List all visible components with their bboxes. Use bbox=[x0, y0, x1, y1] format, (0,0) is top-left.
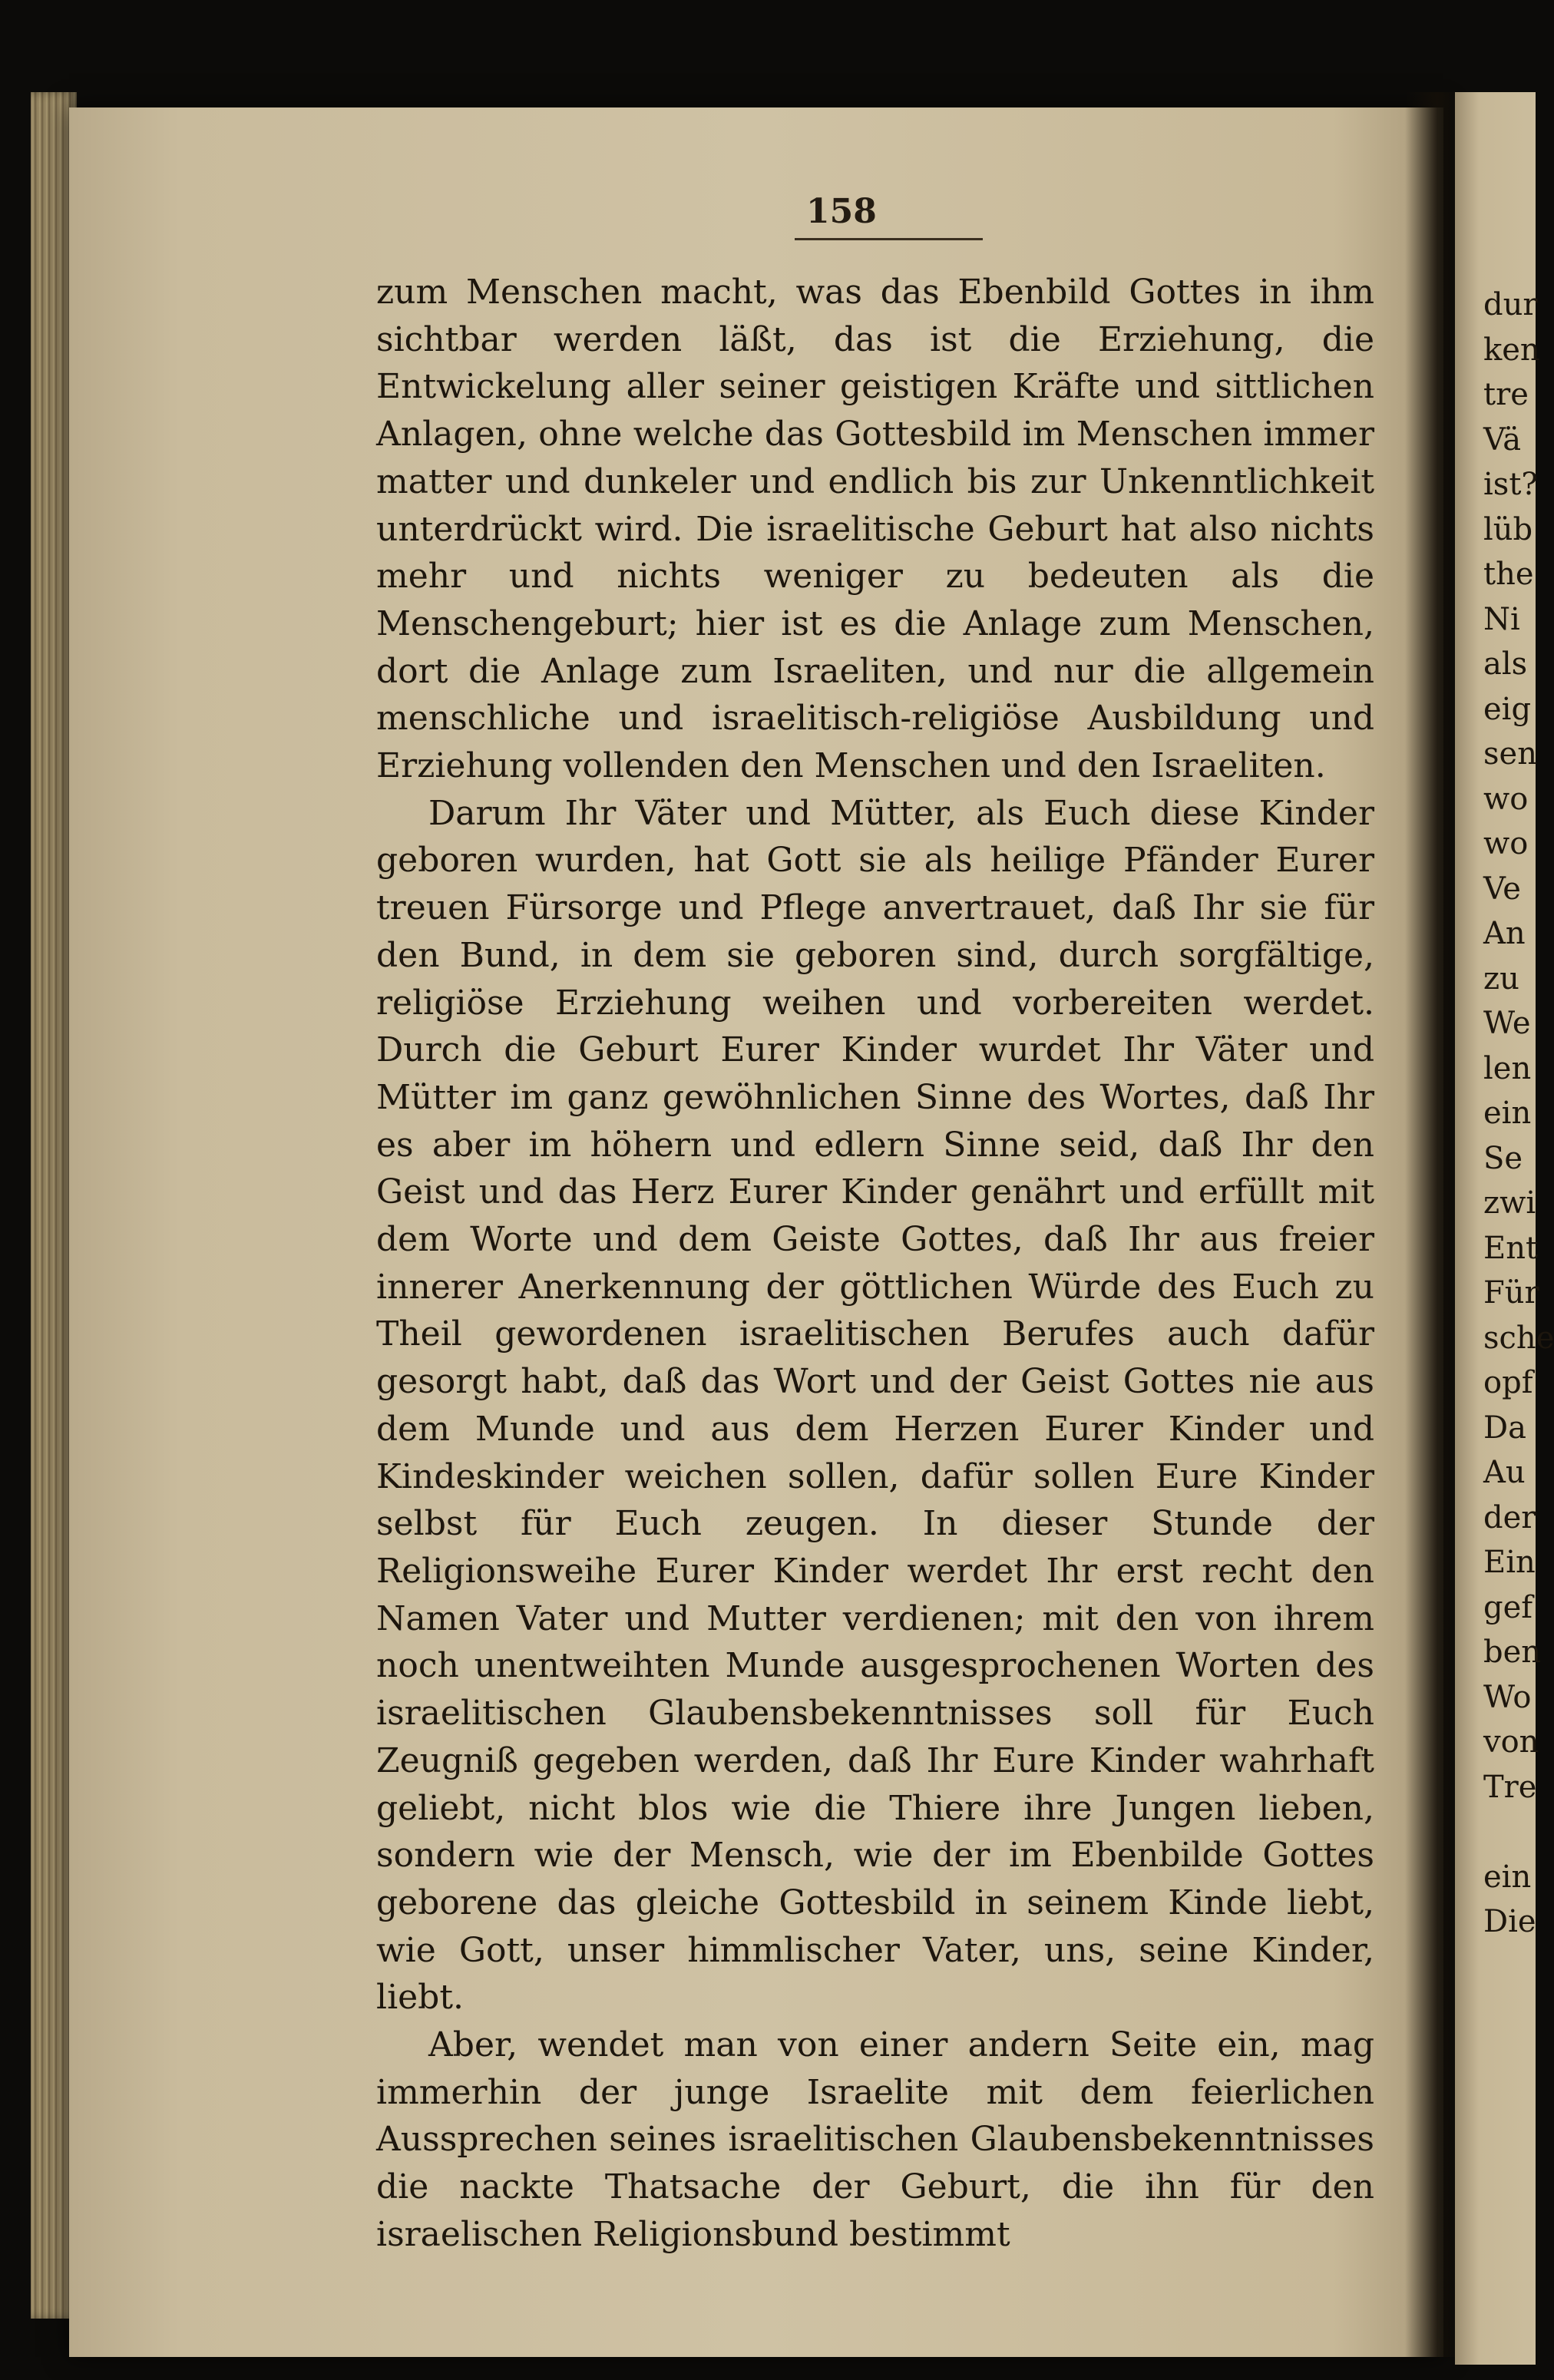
book-gutter bbox=[1405, 92, 1459, 2357]
fragment-line: the bbox=[1483, 557, 1534, 592]
fragment-line: Ni bbox=[1483, 601, 1520, 637]
fragment-line: ein bbox=[1483, 1859, 1532, 1895]
fragment-line bbox=[1483, 1810, 1537, 1855]
fragment-line: Die bbox=[1483, 1904, 1536, 1939]
fragment-line: Au bbox=[1483, 1455, 1526, 1490]
fragment-line: Ein bbox=[1483, 1545, 1536, 1580]
fragment-line: Da bbox=[1483, 1410, 1526, 1446]
fragment-line: von bbox=[1483, 1724, 1539, 1760]
page-number-rule bbox=[795, 238, 983, 240]
fragment-line: dur bbox=[1483, 287, 1538, 322]
fragment-line: lüb bbox=[1483, 511, 1533, 547]
fragment-line: sen bbox=[1483, 736, 1537, 772]
fragment-line: gef bbox=[1483, 1589, 1533, 1625]
right-page-text-fragments bbox=[1483, 283, 1554, 1945]
fragment-line: ein bbox=[1483, 1096, 1532, 1131]
fragment-line: zwi bbox=[1483, 1185, 1536, 1221]
fragment-line: ben bbox=[1483, 1635, 1542, 1670]
paragraph: Darum Ihr Väter und Mütter, als Euch diese Kinder geboren wurden, hat Gott sie als heilige Pfänder Eurer treuen Fürsorge und Pflege anvertrauet, daß Ihr sie für den Bund, in dem sie geboren sind, durch sorgfältige, religiöse Erziehung weihen und vorbereiten werdet. Durch die Geburt Eurer Kinder wurdet Ihr Väter und Mütter im ganz gewöhnlichen Sinne des Wortes, daß Ihr es aber im höhern und edlern Sinne seid, daß Ihr den Geist und das Herz Eurer Kinder genährt und erfüllt mit dem Worte und dem Geiste Gottes, daß Ihr aus freier innerer Anerkennung der göttlichen Würde des Euch zu Theil gewordenen israelitischen Berufes auch dafür gesorgt habt, daß das Wort und der Geist Gottes nie aus dem Munde und aus dem Herzen Eurer Kinder und Kindeskinder weichen sollen, dafür sollen Eure Kinder selbst für Euch zeugen. In dieser Stunde der Religionsweihe Eurer Kinder werdet Ihr erst recht den Namen Vater und Mutter verdienen; mit den von ihrem noch unentweihten Munde ausgesprochenen Worten des israelitischen Glaubensbekenntnisses soll für Euch Zeugniß gegeben werden, daß Ihr Eure Kinder wahrhaft geliebt, nicht blos wie die Thiere ihre Jungen lieben, sondern wie der Mensch, wie der im Ebenbilde Gottes geborene das gleiche Gottesbild in seinem Kinde liebt, wie Gott, unser himmlischer Vater, uns, seine Kinder, liebt. bbox=[376, 793, 1374, 2018]
fragment-line: wo bbox=[1483, 781, 1529, 817]
fragment-line: opf bbox=[1483, 1365, 1533, 1400]
fragment-line: eig bbox=[1483, 691, 1532, 727]
fragment-line: sche bbox=[1483, 1320, 1554, 1356]
fragment-line: Wo bbox=[1483, 1679, 1532, 1715]
fragment-line: len bbox=[1483, 1050, 1532, 1086]
fragment-line: Se bbox=[1483, 1140, 1523, 1176]
fragment-line: Vä bbox=[1483, 421, 1522, 458]
fragment-line: ist? bbox=[1483, 467, 1538, 502]
fragment-line: Tre bbox=[1483, 1769, 1537, 1805]
fragment-line: der bbox=[1483, 1499, 1536, 1535]
fragment-line: An bbox=[1483, 916, 1526, 951]
paragraph: Aber, wendet man von einer andern Seite ein, mag immerhin der junge Israelite mit dem feierlichen Aussprechen seines israelitischen Glaubensbekenntnisses die nackte Thatsache der Geburt, die ihn für den israelischen Religionsbund bestimmt bbox=[376, 2025, 1374, 2254]
fragment-line: Ent bbox=[1483, 1230, 1539, 1266]
fragment-line: wo bbox=[1483, 826, 1529, 861]
fragment-line: tre bbox=[1483, 377, 1529, 412]
page-number: 158 bbox=[806, 192, 877, 231]
fragment-line: Für bbox=[1483, 1275, 1539, 1311]
paragraph: zum Menschen macht, was das Ebenbild Gottes in ihm sichtbar werden läßt, das ist die Erziehung, die Entwickelung aller seiner geistigen Kräfte und sittlichen Anlagen, ohne welche das Gottesbild im Menschen immer matter und dunkeler und endlich bis zur Unkenntlichkeit unterdrückt wird. Die israelitische Geburt hat also nichts mehr und nichts weniger zu bedeuten als die Menschengeburt; hier ist es die Anlage zum Menschen, dort die Anlage zum Israeliten, und nur die allgemein menschliche und israelitisch-religiöse Ausbildung und Erziehung vollenden den Menschen und den Israeliten. bbox=[376, 273, 1374, 786]
fragment-line: als bbox=[1483, 646, 1528, 682]
fragment-line: We bbox=[1483, 1006, 1531, 1041]
body-text bbox=[376, 269, 1374, 2259]
fragment-line: Ve bbox=[1483, 871, 1521, 907]
fragment-line: ken bbox=[1483, 332, 1540, 368]
fragment-line: zu bbox=[1483, 960, 1519, 997]
